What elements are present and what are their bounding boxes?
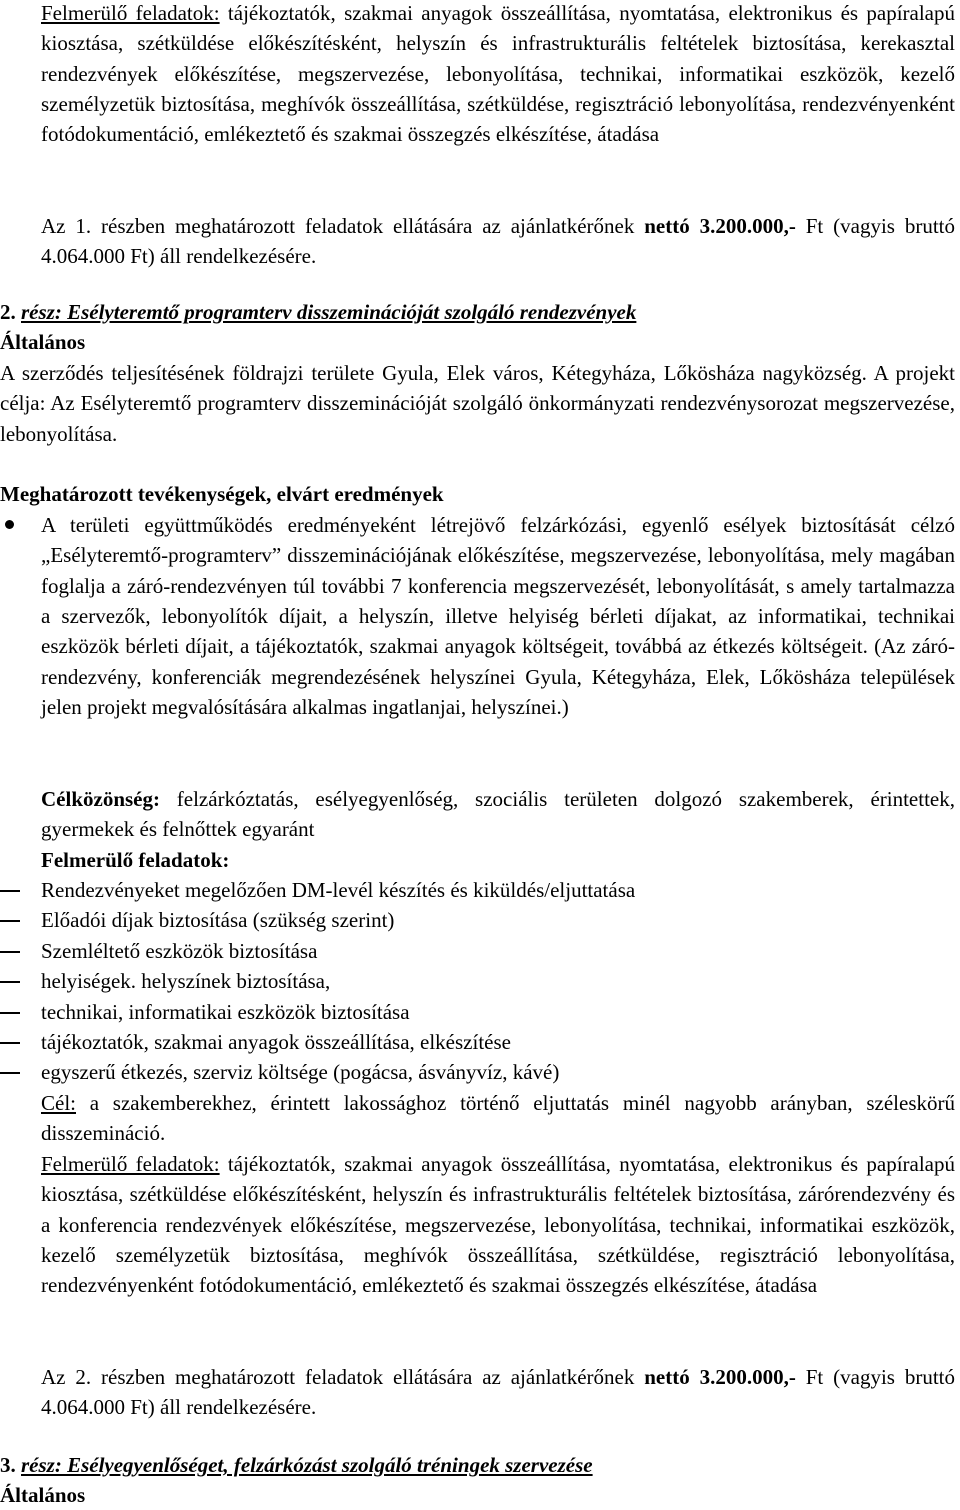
part2-target-label: Célközönség: [41, 787, 160, 811]
part1-budget-paragraph [41, 211, 955, 272]
part2-tasks-paragraph [41, 1149, 955, 1301]
part2-general-heading: Általános [0, 330, 86, 354]
part2-target-text: felzárkóztatás, esélyegyenlőség, szociális területen dolgozó szakemberek, érintettek, gyermekek és felnőttek egyaránt [41, 787, 955, 842]
task-item-text: Szemléltető eszközök biztosítása [41, 939, 318, 963]
part2-budget-text: Az 2. részben meghatározott feladatok ellátására az ajánlatkérőnek [41, 1365, 645, 1389]
part3-heading [0, 1450, 960, 1480]
dash-icon [0, 981, 20, 983]
task-item-text: Rendezvényeket megelőzően DM-levél készítés és kiküldés/eljuttatása [41, 878, 636, 902]
part2-target-paragraph [41, 784, 955, 845]
task-item-text: helyiségek. helyszínek biztosítása, [41, 969, 331, 993]
part2-tasks-heading: Felmerülő feladatok: [41, 848, 230, 872]
task-item-text: Előadói díjak biztosítása (szükség szerint) [41, 908, 395, 932]
part1-budget-gross: Ft (vagyis bruttó 4.064.000 Ft) áll rendelkezésére. [41, 214, 956, 269]
part1-budget-net: nettó 3.200.000,- [644, 214, 796, 238]
part2-goal-text: a szakemberekhez, érintett lakossághoz történő eljuttatás minél nagyobb arányban, széleskörű disszemináció. [41, 1091, 955, 1146]
dash-icon [0, 890, 20, 892]
part1-tasks-paragraph [41, 0, 955, 150]
part3-title: rész: Esélyegyenlőséget, felzárkózást szolgáló tréningek szervezése [21, 1453, 593, 1477]
dash-icon [0, 1042, 20, 1044]
part2-budget-paragraph [41, 1362, 955, 1423]
part2-heading [0, 297, 960, 327]
dash-icon [0, 951, 20, 953]
part2-budget-gross: Ft (vagyis bruttó 4.064.000 Ft) áll rendelkezésére. [41, 1365, 956, 1420]
part2-title: rész: Esélyteremtő programterv disszeminációját szolgáló rendezvények [21, 300, 637, 324]
part2-activity-bullet: A területi együttműködés eredményeként létrejövő felzárkózási, egyenlő esélyek biztosítását célzó „Esélyteremtő-programterv” disszeminációjának előkészítése, megszervezése, lebonyolítása, mely magában foglalja a záró-rendezvényen túl további 7 konferencia megszervezését, lebonyolítását, s amely tartalmazza a szervezők, lebonyolítók díjait, a helyszín, illetve helyiség bérleti díjakat, az informatikai, technikai eszközök bérleti díjait, a tájékoztatók, szakmai anyagok költségeit, továbbá az étkezés költségeit. (Az záró-rendezvény, konferenciák megrendezésének helyszínei Gyula, Kétegyháza, Elek, Lőkösháza települések jelen projekt megvalósítására alkalmas ingatlanjai, helyszínei.) [41, 513, 955, 720]
part2-goal-paragraph [41, 1088, 955, 1149]
dash-icon [0, 1072, 20, 1074]
part2-activities-heading: Meghatározott tevékenységek, elvárt eredmények [0, 482, 444, 506]
part2-budget-net: nettó 3.200.000,- [644, 1365, 796, 1389]
part2-goal-label: Cél: [41, 1091, 76, 1115]
dash-icon [0, 920, 20, 922]
task-item [0, 936, 960, 966]
part1-tasks-text: tájékoztatók, szakmai anyagok összeállítása, nyomtatása, elektronikus és papíralapú kiosztása, szétküldése előkészítésként, helyszín és infrastrukturális feltételek biztosítása, kerekasztal rendezvények előkészítése, megszervezése, lebonyolítása, technikai, informatikai eszközök, kezelő személyzetük biztosítása, meghívók összeállítása, szétküldése, regisztráció lebonyolítása, rendezvényenként fotódokumentáció, emlékeztető és szakmai összegzés elkészítése, átadása [41, 1, 956, 147]
task-item-text: tájékoztatók, szakmai anyagok összeállítása, elkészítése [41, 1030, 511, 1054]
part3-general-heading: Általános [0, 1483, 86, 1507]
task-item-text: egyszerű étkezés, szerviz költsége (pogácsa, ásványvíz, kávé) [41, 1060, 560, 1084]
task-item [0, 997, 960, 1027]
part2-number: 2. [0, 300, 21, 324]
dash-icon [0, 1012, 20, 1014]
task-item-text: technikai, informatikai eszközök biztosítása [41, 1000, 410, 1024]
part2-general-paragraph: A szerződés teljesítésének földrajzi területe Gyula, Elek város, Kétegyháza, Lőkösháza nagyközség. A projekt célja: Az Esélyteremtő programterv disszeminációját szolgáló önkormányzati rendezvénysorozat megszervezése, lebonyolítása. [0, 361, 955, 446]
task-item [0, 1057, 960, 1087]
task-item [0, 966, 960, 996]
task-item [0, 905, 960, 935]
part3-number: 3. [0, 1453, 21, 1477]
part1-tasks-label: Felmerülő feladatok: [41, 1, 220, 25]
part1-budget-text: Az 1. részben meghatározott feladatok ellátására az ajánlatkérőnek [41, 214, 645, 238]
task-item [0, 1027, 960, 1057]
part2-tasks-label: Felmerülő feladatok: [41, 1152, 220, 1176]
task-item [0, 875, 960, 905]
part2-tasks-text: tájékoztatók, szakmai anyagok összeállítása, nyomtatása, elektronikus és papíralapú kiosztása, szétküldése előkészítésként, helyszín és infrastrukturális feltételek biztosítása, zárórendezvény és a konferencia rendezvények előkészítése, megszervezése, lebonyolítása, technikai, informatikai eszközök, kezelő személyzetük biztosítása, meghívók összeállítása, szétküldése, regisztráció lebonyolítása, rendezvényenként fotódokumentáció, emlékeztető és szakmai összegzés elkészítése, átadása [41, 1152, 956, 1298]
bullet-icon [5, 520, 14, 529]
